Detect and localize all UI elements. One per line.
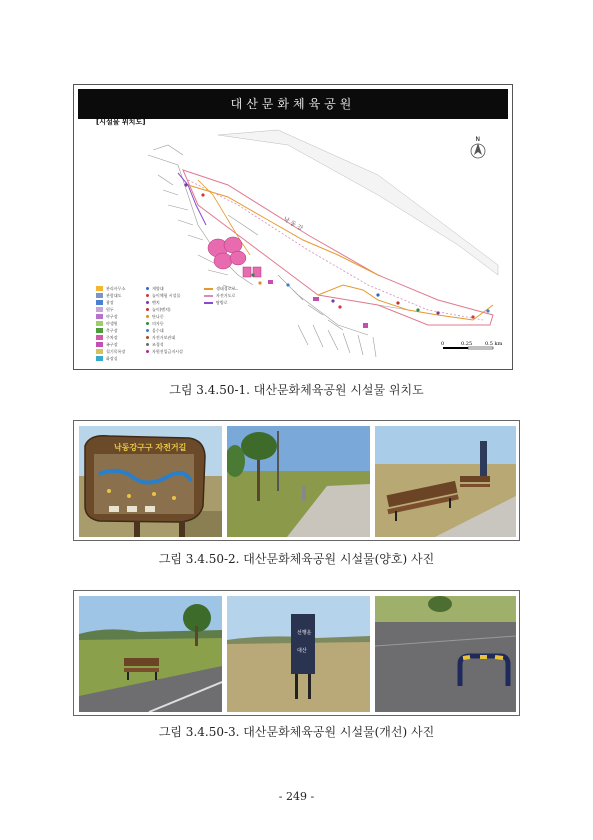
legend-label: 자전거도로	[216, 292, 236, 298]
legend-label: 철기목록장	[106, 348, 126, 354]
legend-swatch	[146, 308, 149, 311]
legend-swatch	[204, 302, 213, 304]
legend-item	[96, 327, 125, 334]
legend-swatch	[96, 335, 103, 340]
legend-swatch	[96, 328, 103, 333]
legend-item	[96, 306, 125, 313]
legend-item	[96, 334, 125, 341]
legend-item	[146, 334, 183, 341]
legend-item	[146, 292, 183, 299]
legend-label: 탐방로	[216, 299, 228, 305]
legend-item	[96, 313, 125, 320]
legend-swatch	[146, 322, 149, 325]
scale-label-0: 0	[441, 341, 445, 347]
bollard-image	[375, 596, 516, 712]
scale-label-1: 0.25	[461, 341, 473, 347]
legend-swatch	[204, 295, 213, 297]
legend-label: 광장	[106, 299, 114, 305]
legend-label: 야구장	[106, 313, 118, 319]
legend-label: 자원진입금지시설	[152, 348, 183, 354]
photo-signpost	[227, 596, 370, 712]
site-map	[78, 125, 508, 367]
legend-swatch	[96, 293, 103, 298]
map-subtitle: [시설물 위치도]	[96, 118, 146, 126]
benches-image	[375, 426, 516, 537]
legend-label: 축구장	[106, 327, 118, 333]
legend-item	[146, 285, 183, 292]
figure-caption-1: 그림 3.4.50-1. 대산문화체육공원 시설물 위치도	[169, 383, 424, 397]
legend-item	[204, 292, 235, 299]
legend-label: 생태경로로	[216, 285, 236, 291]
legend-label: 야생원	[106, 320, 118, 326]
legend-label: 놀이(벤치)	[152, 306, 171, 312]
legend-label: 족구장	[106, 341, 118, 347]
signboard-image	[79, 426, 222, 537]
legend-label: 화장실	[106, 355, 118, 361]
photo-bollard	[375, 596, 516, 712]
photo-benches	[375, 426, 516, 537]
legend-swatch	[146, 336, 149, 339]
legend-label: 관람대도	[106, 292, 122, 298]
sports-fields	[208, 237, 261, 277]
legend-swatch	[146, 315, 149, 318]
path-tree-image	[227, 426, 370, 537]
photo-signboard	[79, 426, 222, 537]
legend-item	[146, 306, 183, 313]
legend-label: 음수대	[152, 327, 164, 333]
legend-label: 게양대	[152, 285, 164, 291]
legend-label: 벤치	[152, 299, 160, 305]
page-number: - 249 -	[278, 790, 315, 803]
legend-label: 조경석	[152, 341, 164, 347]
legend-label: 주차장	[106, 334, 118, 340]
map-header	[78, 89, 508, 119]
north-arrow-icon	[471, 136, 485, 158]
signpost-line-1: 선행운	[297, 630, 312, 636]
legend-column-2	[146, 285, 183, 355]
legend-column-3	[204, 285, 235, 306]
legend-swatch	[96, 342, 103, 347]
legend-label: 관리사무소	[106, 285, 126, 291]
signpost-line-2: 대산	[297, 648, 307, 654]
legend-item	[146, 327, 183, 334]
legend-label: 자전거보관대	[152, 334, 176, 340]
legend-swatch	[146, 294, 149, 297]
legend-item	[146, 313, 183, 320]
walking-trail	[178, 173, 206, 225]
legend-swatch	[96, 349, 103, 354]
legend-item	[146, 299, 183, 306]
legend-swatch	[146, 287, 149, 290]
legend-label: 원두	[106, 306, 114, 312]
legend-item	[204, 299, 235, 306]
legend-item	[146, 341, 183, 348]
legend-swatch	[146, 350, 149, 353]
photo-row-improve	[73, 590, 520, 716]
legend-item	[96, 292, 125, 299]
legend-label: 단나중	[152, 313, 164, 319]
legend-item	[96, 299, 125, 306]
legend-swatch	[96, 314, 103, 319]
figure-caption-3: 그림 3.4.50-3. 대산문화체육공원 시설물(개선) 사진	[158, 725, 435, 739]
legend-swatch	[96, 307, 103, 312]
river-area	[218, 130, 498, 275]
legend-item	[96, 320, 125, 327]
legend-column-1	[96, 285, 125, 362]
river-label: 낙 동 강	[282, 215, 304, 233]
legend-item	[204, 285, 235, 292]
legend-swatch	[96, 300, 103, 305]
scale-label-2: 0.5 km	[485, 341, 503, 347]
photo-bench-path	[79, 596, 222, 712]
legend-swatch	[146, 329, 149, 332]
sign-title: 낙동강구구 자전거길	[114, 443, 187, 452]
legend-label: 놀이체험 시설물	[152, 292, 181, 298]
site-map-figure	[73, 84, 513, 370]
legend-swatch	[146, 343, 149, 346]
north-label: N	[475, 136, 480, 143]
photo-row-good	[73, 420, 520, 541]
legend-label: 의자등	[152, 320, 164, 326]
legend-swatch	[146, 301, 149, 304]
legend-swatch	[204, 288, 213, 290]
figure-caption-2: 그림 3.4.50-2. 대산문화체육공원 시설물(양호) 사진	[158, 552, 435, 566]
legend-swatch	[96, 321, 103, 326]
legend-item	[96, 348, 125, 355]
scale-bar	[441, 341, 503, 349]
legend-item	[96, 355, 125, 362]
legend-item	[96, 285, 125, 292]
map-title: 대산문화체육공원	[230, 97, 356, 111]
photo-path-tree	[227, 426, 370, 537]
legend-swatch	[96, 356, 103, 361]
legend-item	[96, 341, 125, 348]
legend-swatch	[96, 286, 103, 291]
legend-item	[146, 348, 183, 355]
signpost-image	[227, 596, 370, 712]
bench-path-image	[79, 596, 222, 712]
legend-item	[146, 320, 183, 327]
